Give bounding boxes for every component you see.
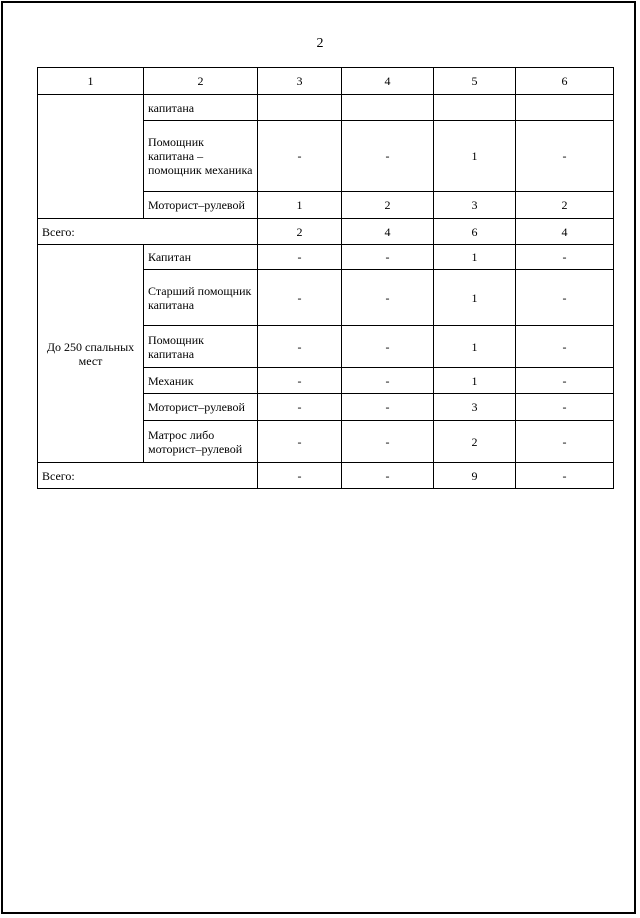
position-cell: Старший помощник капитана [144, 270, 258, 326]
header-cell-3: 3 [258, 68, 342, 95]
total-value: - [342, 463, 434, 489]
value-cell: 3 [434, 192, 516, 219]
value-cell: - [258, 121, 342, 192]
category-cell: До 250 спальных мест [38, 245, 144, 463]
value-cell: 1 [258, 192, 342, 219]
value-cell: - [258, 245, 342, 270]
position-cell: Помощник капитана – помощник механика [144, 121, 258, 192]
value-cell: - [516, 245, 614, 270]
table-header-row [38, 68, 614, 95]
value-cell: - [516, 394, 614, 421]
header-cell-4: 4 [342, 68, 434, 95]
value-cell: - [342, 121, 434, 192]
total-label: Всего: [38, 463, 258, 489]
value-cell: - [342, 421, 434, 463]
position-cell: Матрос либо моторист–рулевой [144, 421, 258, 463]
value-cell: - [258, 270, 342, 326]
value-cell: - [516, 121, 614, 192]
value-cell: 1 [434, 270, 516, 326]
value-cell: - [258, 421, 342, 463]
table-row [38, 245, 614, 270]
value-cell: - [516, 421, 614, 463]
total-label: Всего: [38, 219, 258, 245]
header-cell-6: 6 [516, 68, 614, 95]
total-row [38, 219, 614, 245]
value-cell [342, 95, 434, 121]
value-cell: - [258, 368, 342, 394]
value-cell: - [342, 326, 434, 368]
value-cell: - [516, 326, 614, 368]
header-cell-2: 2 [144, 68, 258, 95]
total-value: 9 [434, 463, 516, 489]
value-cell: - [342, 368, 434, 394]
value-cell [258, 95, 342, 121]
position-cell: Моторист–рулевой [144, 192, 258, 219]
total-value: - [516, 463, 614, 489]
position-cell: Капитан [144, 245, 258, 270]
staffing-table [37, 67, 614, 489]
value-cell: 3 [434, 394, 516, 421]
position-cell: Помощник капитана [144, 326, 258, 368]
value-cell: 1 [434, 326, 516, 368]
header-cell-5: 5 [434, 68, 516, 95]
position-cell: Моторист–рулевой [144, 394, 258, 421]
value-cell: 1 [434, 368, 516, 394]
value-cell: 1 [434, 245, 516, 270]
total-row [38, 463, 614, 489]
total-value: 4 [342, 219, 434, 245]
value-cell: - [258, 394, 342, 421]
position-cell: капитана [144, 95, 258, 121]
page-number: 2 [316, 36, 324, 51]
category-cell-empty [38, 95, 144, 219]
value-cell: - [516, 270, 614, 326]
value-cell: 2 [434, 421, 516, 463]
total-value: 4 [516, 219, 614, 245]
position-cell: Механик [144, 368, 258, 394]
value-cell [516, 95, 614, 121]
total-value: 2 [258, 219, 342, 245]
value-cell: - [516, 368, 614, 394]
value-cell: - [258, 326, 342, 368]
total-value: 6 [434, 219, 516, 245]
value-cell: - [342, 394, 434, 421]
table-row [38, 95, 614, 121]
value-cell: 1 [434, 121, 516, 192]
value-cell: - [342, 270, 434, 326]
value-cell: - [342, 245, 434, 270]
total-value: - [258, 463, 342, 489]
value-cell [434, 95, 516, 121]
header-cell-1: 1 [38, 68, 144, 95]
value-cell: 2 [516, 192, 614, 219]
value-cell: 2 [342, 192, 434, 219]
